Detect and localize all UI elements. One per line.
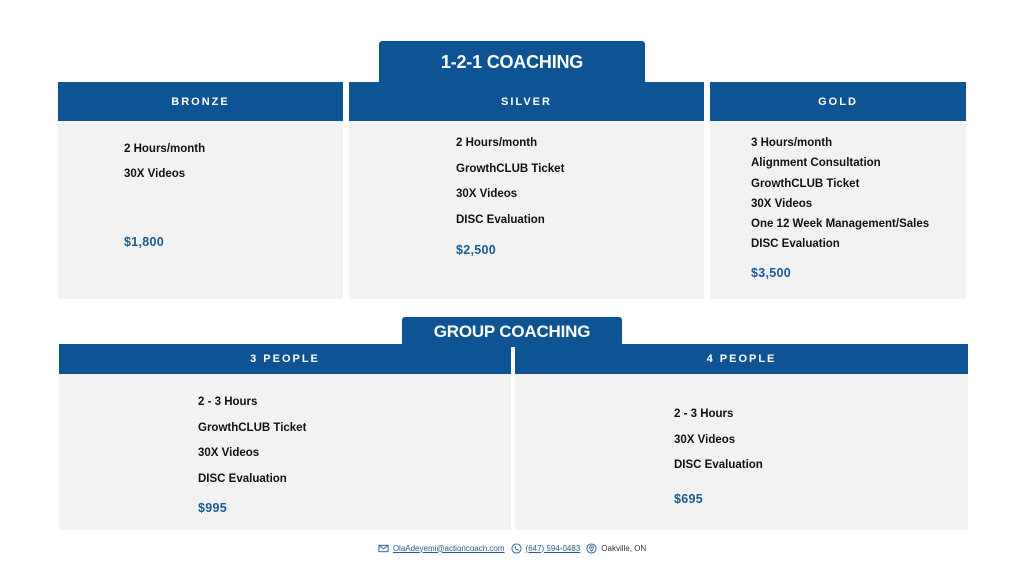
bronze-tier-header: BRONZE [58,82,343,121]
three-people-feature-list [198,396,306,498]
feature-item: One 12 Week Management/Sales [751,218,930,231]
feature-item: DISC Evaluation [456,213,545,226]
envelope-icon [378,543,389,554]
four-people-feature-list [674,408,763,485]
four-people-panel [515,374,968,530]
phone-text[interactable]: (647) 594-0483 [525,543,581,553]
feature-item: 3 Hours/month [751,137,833,149]
silver-feature-list [456,137,564,239]
gold-tier-panel [710,121,966,299]
feature-item: GrowthCLUB Ticket [751,177,860,190]
phone-icon [511,543,522,554]
feature-item: 30X Videos [198,447,260,459]
phone-link[interactable] [511,543,581,554]
gold-feature-list [751,137,929,259]
bronze-tier-panel [58,121,343,299]
feature-item: 30X Videos [751,197,813,210]
silver-tier-panel [349,121,704,299]
location-pin-icon [586,543,597,554]
feature-item: 2 Hours/month [456,137,538,149]
group-coaching-title: GROUP COACHING [402,317,622,347]
location-text: Oakville, ON [601,543,647,553]
three-people-panel [59,374,511,530]
email-text[interactable]: OlaAdeyemi@actioncoach.com [392,543,505,553]
gold-price: $3,500 [751,266,792,280]
feature-item: GrowthCLUB Ticket [198,421,307,434]
email-link[interactable] [378,543,505,554]
feature-item: 30X Videos [456,188,518,200]
four-people-price: $695 [674,492,704,506]
feature-item: 30X Videos [124,168,186,180]
three-people-header: 3 PEOPLE [59,344,511,374]
feature-item: GrowthCLUB Ticket [456,162,565,175]
gold-tier-header: GOLD [710,82,966,121]
feature-item: DISC Evaluation [198,472,287,485]
feature-item: Alignment Consultation [751,157,881,170]
location-item [586,543,646,554]
feature-item: DISC Evaluation [674,459,763,471]
silver-price: $2,500 [456,243,497,257]
feature-item: 2 Hours/month [124,143,206,155]
contact-footer [0,540,1024,556]
bronze-price: $1,800 [124,235,165,249]
one-to-one-coaching-title: 1-2-1 COACHING [379,41,645,83]
four-people-header: 4 PEOPLE [515,344,968,374]
feature-item: 2 - 3 Hours [674,408,734,420]
feature-item: 2 - 3 Hours [198,396,258,408]
feature-item: 30X Videos [674,433,736,446]
feature-item: DISC Evaluation [751,238,840,251]
bronze-feature-list [124,143,205,193]
silver-tier-header: SILVER [349,82,704,121]
three-people-price: $995 [198,501,228,515]
